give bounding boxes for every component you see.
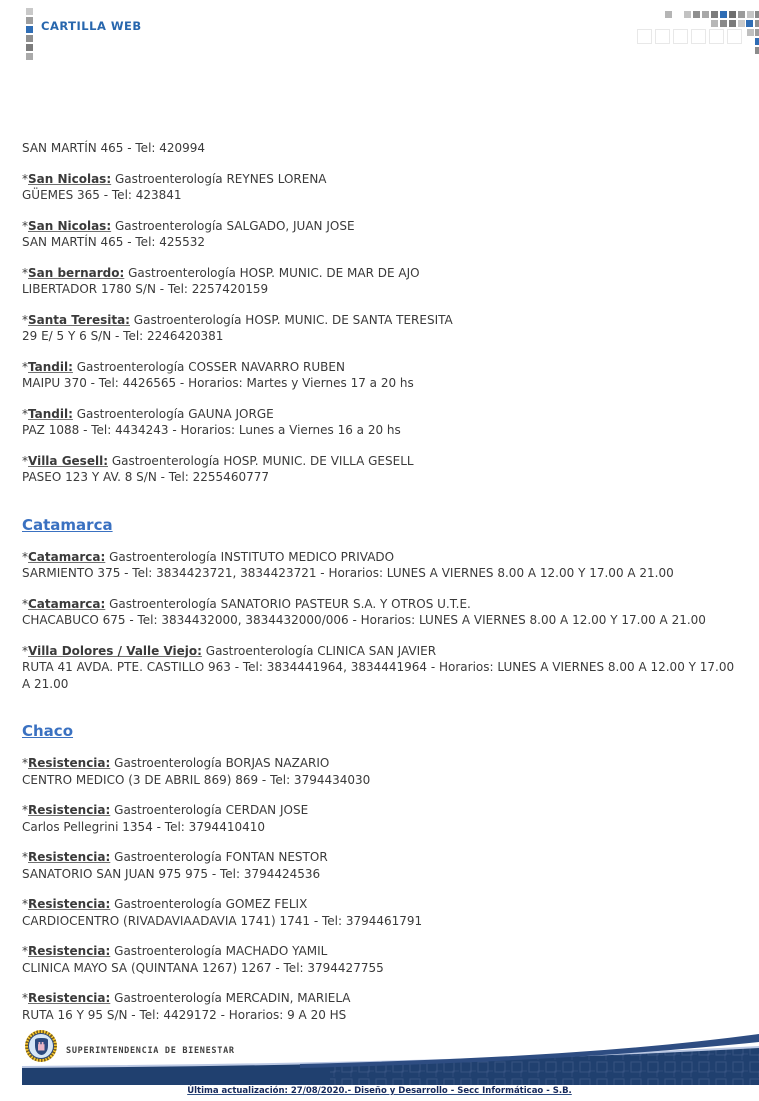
entry-bullet: * [22,643,28,658]
provider-entry: *Resistencia: Gastroenterología BORJAS NAZARIO CENTRO MEDICO (3 DE ABRIL 869) 869 - Tel: 3794434030 [22,756,371,787]
provider-entry: *Tandil: Gastroenterología COSSER NAVARRO RUBEN MAIPU 370 - Tel: 4426565 - Horarios: Martes y Viernes 17 a 20 hs [22,359,414,390]
entry-bullet: * [22,359,28,374]
entry-bullet: * [22,453,28,468]
provider-entry: *Tandil: Gastroenterología GAUNA JORGE PAZ 1088 - Tel: 4434243 - Horarios: Lunes a Viernes 16 a 20 hs [22,406,401,437]
entry-bullet: * [22,406,28,421]
provider-location: Resistencia: [28,991,111,1005]
entry-bullet: * [22,312,28,327]
header [0,0,759,62]
provider-location: Resistencia: [28,803,111,817]
provider-entry: *Santa Teresita: Gastroenterología HOSP. MUNIC. DE SANTA TERESITA 29 E/ 5 Y 6 S/N - Tel: 2246420381 [22,312,453,343]
provider-location: Tandil: [28,359,73,374]
entry-bullet: * [22,897,28,911]
entry-bullet: * [22,596,28,611]
app-title: CARTILLA WEB [41,19,142,33]
provider-location: Resistencia: [28,850,111,864]
provider-list [22,140,741,1037]
provider-entry: *Resistencia: Gastroenterología MACHADO YAMIL CLINICA MAYO SA (QUINTANA 1267) 1267 - Tel: 3794427755 [22,944,384,975]
provider-entry: *San Nicolas: Gastroenterología REYNES LORENA GÜEMES 365 - Tel: 423841 [22,171,327,202]
provider-entry: *Resistencia: Gastroenterología FONTAN NESTOR SANATORIO SAN JUAN 975 975 - Tel: 3794424536 [22,850,328,881]
provider-location: San bernardo: [28,265,125,280]
provider-location: Catamarca: [28,596,106,611]
entry-bullet: * [22,265,28,280]
provider-location: San Nicolas: [28,171,112,186]
brand-squares-icon [26,8,33,62]
entry-bullet: * [22,218,28,233]
provider-entry: *San bernardo: Gastroenterología HOSP. MUNIC. DE MAR DE AJO LIBERTADOR 1780 S/N - Tel: 2257420159 [22,265,420,296]
provider-entry: SAN MARTÍN 465 - Tel: 420994 [22,141,206,155]
entry-bullet: * [22,944,28,958]
provider-location: Resistencia: [28,944,111,958]
provider-location: Catamarca: [28,549,106,564]
provider-location: Villa Dolores / Valle Viejo: [28,643,202,658]
entry-bullet: * [22,171,28,186]
provider-entry: *Villa Dolores / Valle Viejo: Gastroenterología CLINICA SAN JAVIER RUTA 41 AVDA. PTE. CASTILLO 963 - Tel: 3834441964, 3834441964 - Horarios: LUNES A VIERNES 8.00 A 12.00 Y 17.00 A 21.00 [22,643,735,691]
provider-entry: *San Nicolas: Gastroenterología SALGADO, JUAN JOSE SAN MARTÍN 465 - Tel: 425532 [22,218,355,249]
org-name: SUPERINTENDENCIA DE BIENESTAR [66,1046,235,1056]
provider-location: Resistencia: [28,756,111,770]
provider-location: Resistencia: [28,897,111,911]
provider-entry: *Catamarca: Gastroenterología INSTITUTO MEDICO PRIVADO SARMIENTO 375 - Tel: 3834423721, 3834423721 - Horarios: LUNES A VIERNES 8.00 A 12.00 Y 17.00 A 21.00 [22,549,674,580]
entry-bullet: * [22,756,28,770]
provider-location: Santa Teresita: [28,312,130,327]
provider-entry: *Resistencia: Gastroenterología CERDAN JOSE Carlos Pellegrini 1354 - Tel: 3794410410 [22,803,309,834]
section-heading[interactable]: Chaco [22,722,74,740]
provider-entry: *Villa Gesell: Gastroenterología HOSP. MUNIC. DE VILLA GESELL PASEO 123 Y AV. 8 S/N - Tel: 2255460777 [22,453,414,484]
entry-bullet: * [22,850,28,864]
provider-location: Tandil: [28,406,73,421]
provider-entry: *Resistencia: Gastroenterología GOMEZ FELIX CARDIOCENTRO (RIVADAVIAADAVIA 1741) 1741 - Tel: 3794461791 [22,897,423,928]
provider-location: Villa Gesell: [28,453,108,468]
entry-bullet: * [22,549,28,564]
section-heading[interactable]: Catamarca [22,515,113,534]
decor-squares-pattern [624,0,759,60]
provider-location: San Nicolas: [28,218,112,233]
entry-bullet: * [22,991,28,1005]
provider-entry: *Catamarca: Gastroenterología SANATORIO PASTEUR S.A. Y OTROS U.T.E. CHACABUCO 675 - Tel: 3834432000, 3834432000/006 - Horarios: LUNES A VIERNES 8.00 A 12.00 Y 17.00 A 21.00 [22,596,706,627]
last-update-line: Última actualización: 27/08/2020.- Diseño y Desarrollo - Secc Informáticao - S.B. [187,1086,572,1096]
footer-wave-band [0,1026,759,1088]
entry-bullet: * [22,803,28,817]
provider-entry: *Resistencia: Gastroenterología MERCADIN, MARIELA RUTA 16 Y 95 S/N - Tel: 4429172 - Horarios: 9 A 20 HS [22,991,351,1022]
